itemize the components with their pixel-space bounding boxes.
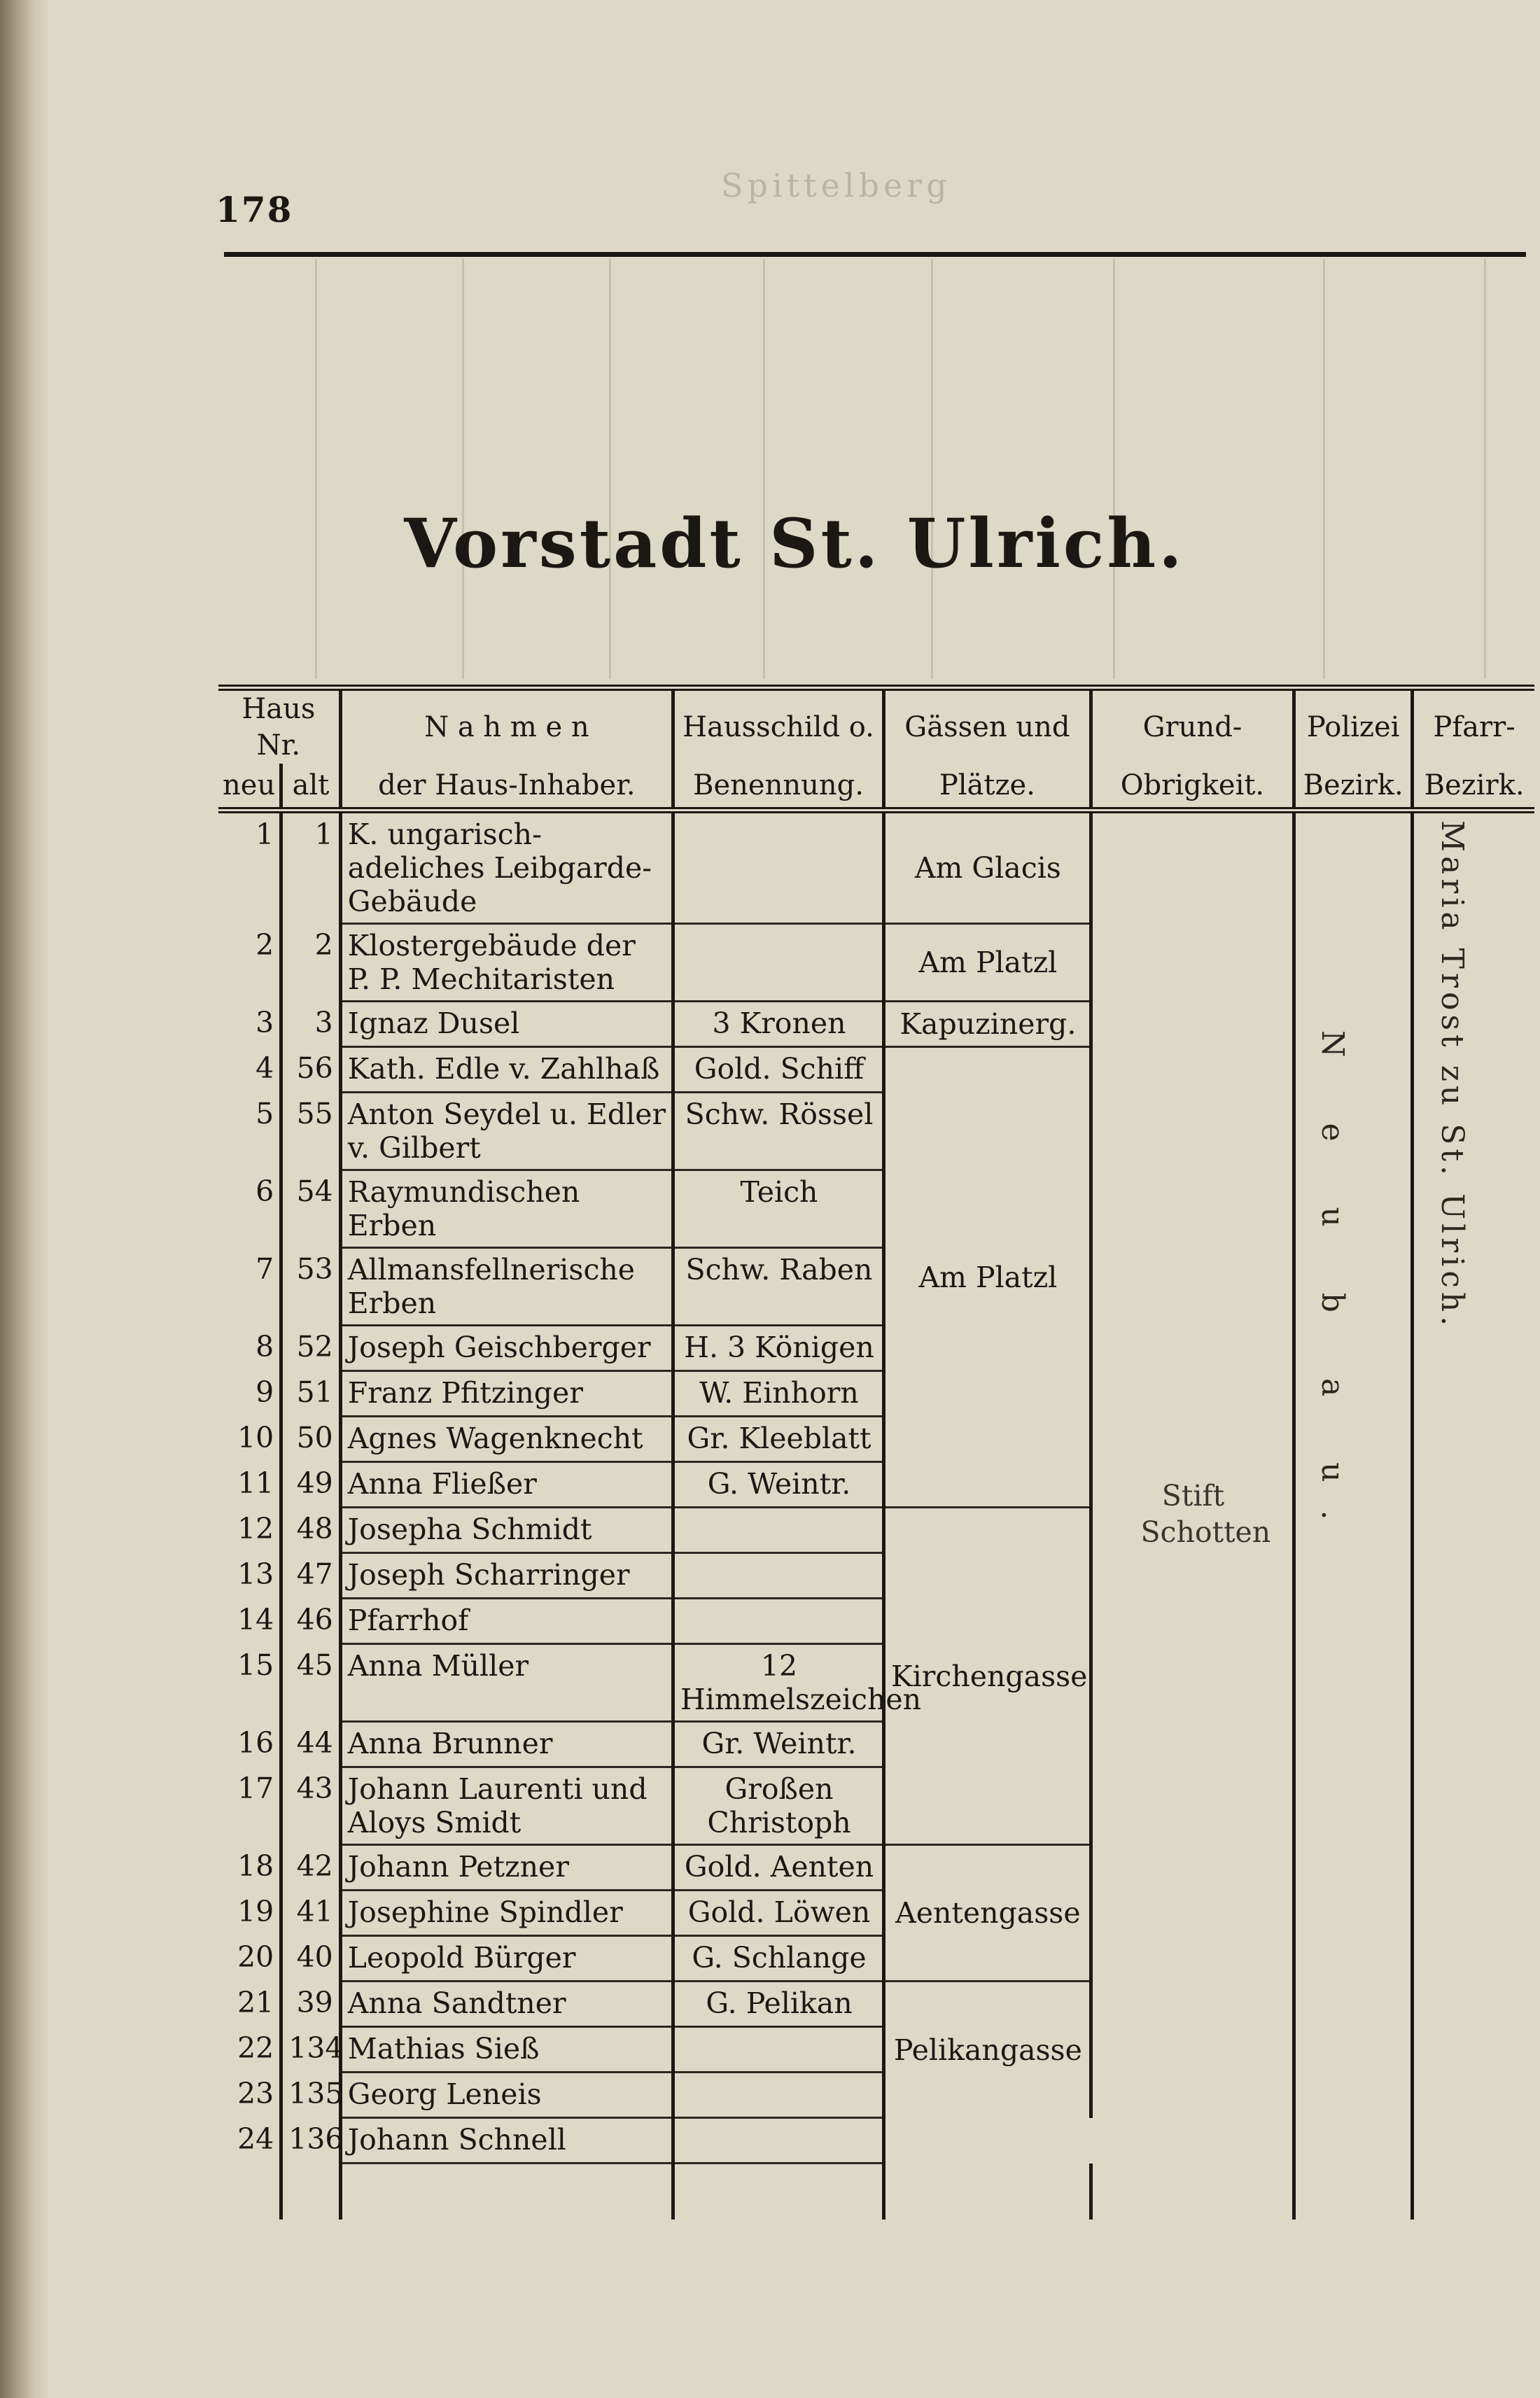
table-tail-row	[218, 2164, 1534, 2220]
house-number-new: 19	[218, 1891, 281, 1936]
tail-cell	[673, 2164, 884, 2220]
grund-obrigkeit-cell	[1091, 811, 1294, 2164]
house-number-old: 44	[281, 1722, 340, 1767]
house-number-old: 51	[281, 1371, 340, 1417]
house-number-old: 39	[281, 1982, 340, 2027]
polizei-bezirk-cell	[1294, 811, 1413, 2164]
tail-cell	[218, 2164, 281, 2220]
owner-name: Raymundischen Erben	[340, 1170, 673, 1248]
street-cell: Kirchengasse	[884, 1508, 1091, 1845]
house-sign: Gr. Weintr.	[673, 1722, 884, 1767]
house-sign	[673, 811, 884, 924]
house-sign: Gold. Aenten	[673, 1845, 884, 1891]
page-title: Vorstadt St. Ulrich.	[404, 504, 1185, 583]
street-cell: Pelikangasse	[884, 1982, 1091, 2118]
house-number-new: 22	[218, 2027, 281, 2073]
house-number-old: 1	[281, 811, 340, 924]
house-number-new: 8	[218, 1326, 281, 1371]
owner-name: Klostergebäude der P. P. Mechitaristen	[340, 924, 673, 1002]
bleed-through-ruling	[231, 259, 1540, 679]
house-number-new: 21	[218, 1982, 281, 2027]
house-number-old: 52	[281, 1326, 340, 1371]
street-cell: Am Glacis	[884, 811, 1091, 924]
owner-name: Johann Schnell	[340, 2118, 673, 2164]
owner-name: Anna Müller	[340, 1644, 673, 1722]
table-body	[218, 811, 1534, 2220]
owner-name: Agnes Wagenknecht	[340, 1417, 673, 1462]
house-sign: W. Einhorn	[673, 1371, 884, 1417]
polizei-bezirk-text: N e u b a u.	[1315, 1030, 1351, 1548]
house-sign	[673, 2027, 884, 2073]
owner-name: Anna Sandtner	[340, 1982, 673, 2027]
owner-name: Anton Seydel u. Edler v. Gilbert	[340, 1093, 673, 1170]
house-sign: H. 3 Königen	[673, 1326, 884, 1371]
header-polizei-1: Polizei	[1294, 688, 1413, 764]
header-gassen-1: Gässen und	[884, 688, 1091, 764]
tail-cell	[1413, 2164, 1534, 2220]
house-number-new: 16	[218, 1722, 281, 1767]
page-number: 178	[216, 189, 293, 230]
house-sign: Großen Christoph	[673, 1767, 884, 1845]
house-sign	[673, 1553, 884, 1599]
house-number-new: 24	[218, 2118, 281, 2164]
street-cell: Kapuzinerg.	[884, 1002, 1091, 1047]
house-number-old: 49	[281, 1462, 340, 1508]
page	[49, 0, 1540, 2398]
house-number-new: 1	[218, 811, 281, 924]
table-row	[218, 811, 1534, 924]
street-cell: Am Platzl	[884, 924, 1091, 1002]
header-schild-1: Hausschild o.	[673, 688, 884, 764]
house-number-old: 40	[281, 1936, 340, 1982]
tail-cell	[340, 2164, 673, 2220]
house-number-old: 48	[281, 1508, 340, 1553]
owner-name: Josephine Spindler	[340, 1891, 673, 1936]
header-schild-2: Benennung.	[673, 764, 884, 811]
house-number-old: 2	[281, 924, 340, 1002]
house-sign: G. Schlange	[673, 1936, 884, 1982]
owner-name: Anna Brunner	[340, 1722, 673, 1767]
house-number-old: 50	[281, 1417, 340, 1462]
owner-name: Franz Pfitzinger	[340, 1371, 673, 1417]
owner-name: Allmansfellnerische Erben	[340, 1248, 673, 1326]
header-polizei-2: Bezirk.	[1294, 764, 1413, 811]
house-sign	[673, 1508, 884, 1553]
house-number-new: 18	[218, 1845, 281, 1891]
house-sign: G. Pelikan	[673, 1982, 884, 2027]
house-number-new: 2	[218, 924, 281, 1002]
house-sign	[673, 924, 884, 1002]
house-number-old: 134	[281, 2027, 340, 2073]
owner-name: Pfarrhof	[340, 1599, 673, 1644]
house-number-new: 9	[218, 1371, 281, 1417]
owner-name: Joseph Scharringer	[340, 1553, 673, 1599]
header-neu: neu	[218, 764, 281, 811]
owner-name: Leopold Bürger	[340, 1936, 673, 1982]
owner-name: Anna Fließer	[340, 1462, 673, 1508]
house-number-old: 55	[281, 1093, 340, 1170]
house-number-new: 3	[218, 1002, 281, 1047]
header-pfarr-1: Pfarr-	[1433, 711, 1516, 743]
tail-cell	[1091, 2164, 1294, 2220]
owner-name: Joseph Geischberger	[340, 1326, 673, 1371]
house-number-old: 47	[281, 1553, 340, 1599]
house-number-old: 56	[281, 1047, 340, 1093]
house-sign: Gold. Löwen	[673, 1891, 884, 1936]
house-number-old: 43	[281, 1767, 340, 1845]
header-grund-1: Grund-	[1091, 688, 1294, 764]
top-rule	[224, 252, 1526, 257]
table-header	[218, 688, 1534, 811]
house-number-old: 54	[281, 1170, 340, 1248]
header-nahmen-2: der Haus-Inhaber.	[340, 764, 673, 811]
house-number-new: 10	[218, 1417, 281, 1462]
house-sign	[673, 2073, 884, 2118]
house-number-new: 23	[218, 2073, 281, 2118]
owner-name: Johann Petzner	[340, 1845, 673, 1891]
house-number-new: 15	[218, 1644, 281, 1722]
header-grund-2: Obrigkeit.	[1091, 764, 1294, 811]
tail-cell	[884, 2164, 1091, 2220]
house-number-old: 135	[281, 2073, 340, 2118]
tail-cell	[1294, 2164, 1413, 2220]
house-number-old: 46	[281, 1599, 340, 1644]
house-sign: Gr. Kleeblatt	[673, 1417, 884, 1462]
house-number-new: 5	[218, 1093, 281, 1170]
owner-name: Ignaz Dusel	[340, 1002, 673, 1047]
house-number-new: 13	[218, 1553, 281, 1599]
house-number-old: 45	[281, 1644, 340, 1722]
book-binding-edge	[0, 0, 49, 2398]
pfarr-bezirk-cell	[1413, 811, 1534, 2164]
house-sign: 3 Kronen	[673, 1002, 884, 1047]
header-pfarr-2: Bezirk.	[1424, 769, 1525, 801]
street-cell: Aentengasse	[884, 1845, 1091, 1982]
house-number-new: 12	[218, 1508, 281, 1553]
house-sign: 12 Himmelszeichen	[673, 1644, 884, 1722]
house-sign: Schw. Raben	[673, 1248, 884, 1326]
house-register-table	[218, 685, 1534, 2220]
house-number-new: 7	[218, 1248, 281, 1326]
house-sign: Schw. Rössel	[673, 1093, 884, 1170]
house-number-old: 41	[281, 1891, 340, 1936]
owner-name: Johann Laurenti und Aloys Smidt	[340, 1767, 673, 1845]
house-number-old: 3	[281, 1002, 340, 1047]
house-sign	[673, 2118, 884, 2164]
header-haus-nr: Haus Nr.	[218, 688, 340, 764]
house-number-old: 136	[281, 2118, 340, 2164]
house-number-new: 20	[218, 1936, 281, 1982]
owner-name: Kath. Edle v. Zahlhaß	[340, 1047, 673, 1093]
house-number-new: 4	[218, 1047, 281, 1093]
house-sign: Teich	[673, 1170, 884, 1248]
house-number-new: 17	[218, 1767, 281, 1845]
bleed-through-header: Spittelberg	[721, 167, 951, 204]
house-number-new: 14	[218, 1599, 281, 1644]
pfarr-bezirk-text: Maria Trost zu St. Ulrich.	[1434, 820, 1471, 1331]
owner-name: Josepha Schmidt	[340, 1508, 673, 1553]
owner-name: Mathias Sieß	[340, 2027, 673, 2073]
house-number-new: 11	[218, 1462, 281, 1508]
house-sign: G. Weintr.	[673, 1462, 884, 1508]
house-number-old: 42	[281, 1845, 340, 1891]
tail-cell	[281, 2164, 340, 2220]
house-sign: Gold. Schiff	[673, 1047, 884, 1093]
header-nahmen-1: N a h m e n	[340, 688, 673, 764]
house-number-new: 6	[218, 1170, 281, 1248]
header-alt: alt	[281, 764, 340, 811]
street-cell: Am Platzl	[884, 1047, 1091, 1508]
owner-name: K. ungarisch-adeliches Leibgarde-Gebäude	[340, 811, 673, 924]
house-number-old: 53	[281, 1248, 340, 1326]
header-gassen-2: Plätze.	[884, 764, 1091, 811]
house-sign	[673, 1599, 884, 1644]
owner-name: Georg Leneis	[340, 2073, 673, 2118]
grund-obrigkeit-text: Stift Schotten	[1140, 1479, 1271, 1550]
